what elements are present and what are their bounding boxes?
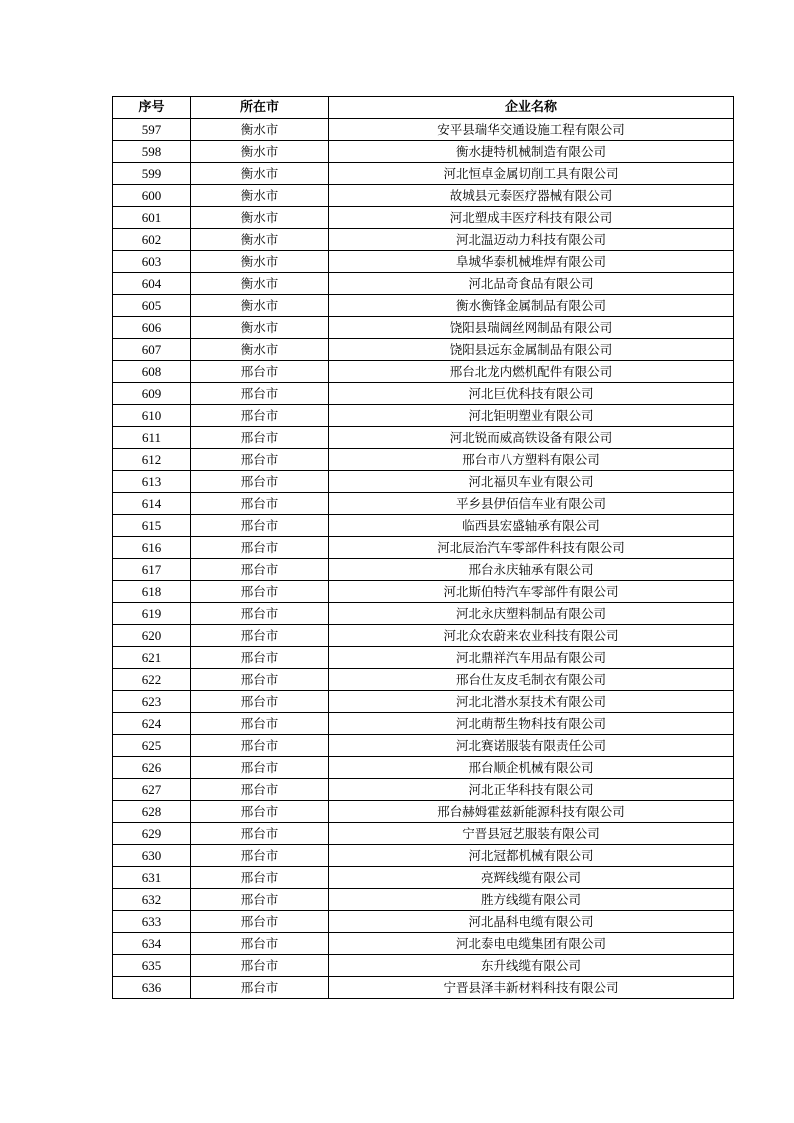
serial-number-cell: 634 <box>113 933 191 955</box>
table-row <box>113 361 734 383</box>
table-row <box>113 779 734 801</box>
company-name-cell: 河北斯伯特汽车零部件有限公司 <box>329 581 734 603</box>
serial-number-cell: 607 <box>113 339 191 361</box>
table-row <box>113 185 734 207</box>
table-row <box>113 955 734 977</box>
table-row <box>113 867 734 889</box>
company-name-cell: 河北萌帮生物科技有限公司 <box>329 713 734 735</box>
serial-number-cell: 614 <box>113 493 191 515</box>
header-serial-number: 序号 <box>113 97 191 119</box>
serial-number-cell: 605 <box>113 295 191 317</box>
serial-number-cell: 628 <box>113 801 191 823</box>
city-cell: 邢台市 <box>191 581 329 603</box>
table-row <box>113 603 734 625</box>
serial-number-cell: 635 <box>113 955 191 977</box>
serial-number-cell: 612 <box>113 449 191 471</box>
serial-number-cell: 600 <box>113 185 191 207</box>
city-cell: 邢台市 <box>191 603 329 625</box>
city-cell: 衡水市 <box>191 229 329 251</box>
table-header <box>113 97 734 119</box>
serial-number-cell: 626 <box>113 757 191 779</box>
city-cell: 衡水市 <box>191 339 329 361</box>
company-name-cell: 河北正华科技有限公司 <box>329 779 734 801</box>
company-name-cell: 衡水捷特机械制造有限公司 <box>329 141 734 163</box>
table-row <box>113 471 734 493</box>
city-cell: 邢台市 <box>191 823 329 845</box>
serial-number-cell: 599 <box>113 163 191 185</box>
table-row <box>113 537 734 559</box>
city-cell: 邢台市 <box>191 405 329 427</box>
company-name-cell: 饶阳县瑞阔丝网制品有限公司 <box>329 317 734 339</box>
company-name-cell: 邢台北龙内燃机配件有限公司 <box>329 361 734 383</box>
city-cell: 邢台市 <box>191 801 329 823</box>
table-row <box>113 427 734 449</box>
serial-number-cell: 618 <box>113 581 191 603</box>
table-row <box>113 823 734 845</box>
company-name-cell: 临西县宏盛轴承有限公司 <box>329 515 734 537</box>
serial-number-cell: 604 <box>113 273 191 295</box>
table-row <box>113 647 734 669</box>
serial-number-cell: 619 <box>113 603 191 625</box>
table-row <box>113 339 734 361</box>
table-row <box>113 119 734 141</box>
company-name-cell: 平乡县伊佰信车业有限公司 <box>329 493 734 515</box>
city-cell: 衡水市 <box>191 163 329 185</box>
city-cell: 邢台市 <box>191 669 329 691</box>
city-cell: 邢台市 <box>191 427 329 449</box>
table-row <box>113 163 734 185</box>
serial-number-cell: 609 <box>113 383 191 405</box>
city-cell: 邢台市 <box>191 471 329 493</box>
company-name-cell: 河北鼎祥汽车用品有限公司 <box>329 647 734 669</box>
serial-number-cell: 617 <box>113 559 191 581</box>
city-cell: 邢台市 <box>191 735 329 757</box>
city-cell: 邢台市 <box>191 691 329 713</box>
company-name-cell: 河北恒卓金属切削工具有限公司 <box>329 163 734 185</box>
city-cell: 邢台市 <box>191 713 329 735</box>
company-name-cell: 河北泰电电缆集团有限公司 <box>329 933 734 955</box>
company-name-cell: 河北福贝车业有限公司 <box>329 471 734 493</box>
city-cell: 邢台市 <box>191 537 329 559</box>
table-row <box>113 669 734 691</box>
company-name-cell: 河北永庆塑料制品有限公司 <box>329 603 734 625</box>
table-row <box>113 691 734 713</box>
company-name-cell: 河北众农蔚来农业科技有限公司 <box>329 625 734 647</box>
serial-number-cell: 613 <box>113 471 191 493</box>
serial-number-cell: 633 <box>113 911 191 933</box>
city-cell: 邢台市 <box>191 757 329 779</box>
company-name-cell: 胜方线缆有限公司 <box>329 889 734 911</box>
header-company-name: 企业名称 <box>329 97 734 119</box>
table-row <box>113 581 734 603</box>
city-cell: 邢台市 <box>191 933 329 955</box>
serial-number-cell: 629 <box>113 823 191 845</box>
city-cell: 邢台市 <box>191 955 329 977</box>
table-row <box>113 559 734 581</box>
city-cell: 邢台市 <box>191 361 329 383</box>
table-row <box>113 515 734 537</box>
city-cell: 邢台市 <box>191 515 329 537</box>
company-name-cell: 河北锐而威高铁设备有限公司 <box>329 427 734 449</box>
company-name-cell: 邢台仕友皮毛制衣有限公司 <box>329 669 734 691</box>
table-row <box>113 207 734 229</box>
city-cell: 衡水市 <box>191 273 329 295</box>
serial-number-cell: 611 <box>113 427 191 449</box>
document-page <box>112 96 733 999</box>
table-body <box>113 119 734 999</box>
city-cell: 邢台市 <box>191 559 329 581</box>
city-cell: 衡水市 <box>191 207 329 229</box>
table-row <box>113 405 734 427</box>
city-cell: 衡水市 <box>191 119 329 141</box>
company-name-cell: 东升线缆有限公司 <box>329 955 734 977</box>
city-cell: 邢台市 <box>191 625 329 647</box>
company-name-cell: 邢台顺企机械有限公司 <box>329 757 734 779</box>
company-name-cell: 故城县元泰医疗器械有限公司 <box>329 185 734 207</box>
serial-number-cell: 623 <box>113 691 191 713</box>
header-row <box>113 97 734 119</box>
table-row <box>113 801 734 823</box>
table-row <box>113 757 734 779</box>
company-name-cell: 宁晋县冠艺服装有限公司 <box>329 823 734 845</box>
serial-number-cell: 621 <box>113 647 191 669</box>
city-cell: 邢台市 <box>191 647 329 669</box>
table-row <box>113 295 734 317</box>
table-row <box>113 251 734 273</box>
table-row <box>113 141 734 163</box>
company-name-cell: 阜城华泰机械堆焊有限公司 <box>329 251 734 273</box>
company-name-cell: 河北品奇食品有限公司 <box>329 273 734 295</box>
company-name-cell: 宁晋县泽丰新材料科技有限公司 <box>329 977 734 999</box>
city-cell: 衡水市 <box>191 185 329 207</box>
city-cell: 衡水市 <box>191 141 329 163</box>
serial-number-cell: 597 <box>113 119 191 141</box>
serial-number-cell: 603 <box>113 251 191 273</box>
table-row <box>113 625 734 647</box>
serial-number-cell: 624 <box>113 713 191 735</box>
city-cell: 邢台市 <box>191 845 329 867</box>
serial-number-cell: 616 <box>113 537 191 559</box>
serial-number-cell: 622 <box>113 669 191 691</box>
company-name-cell: 河北塑成丰医疗科技有限公司 <box>329 207 734 229</box>
table-row <box>113 383 734 405</box>
serial-number-cell: 636 <box>113 977 191 999</box>
table-row <box>113 735 734 757</box>
company-name-cell: 河北巨优科技有限公司 <box>329 383 734 405</box>
city-cell: 邢台市 <box>191 449 329 471</box>
table-row <box>113 911 734 933</box>
serial-number-cell: 625 <box>113 735 191 757</box>
table-row <box>113 449 734 471</box>
table-row <box>113 317 734 339</box>
company-name-cell: 邢台赫姆霍兹新能源科技有限公司 <box>329 801 734 823</box>
company-name-cell: 亮辉线缆有限公司 <box>329 867 734 889</box>
city-cell: 衡水市 <box>191 295 329 317</box>
serial-number-cell: 606 <box>113 317 191 339</box>
company-name-cell: 河北钜明塑业有限公司 <box>329 405 734 427</box>
city-cell: 邢台市 <box>191 779 329 801</box>
city-cell: 邢台市 <box>191 493 329 515</box>
city-cell: 邢台市 <box>191 911 329 933</box>
company-name-cell: 河北辰治汽车零部件科技有限公司 <box>329 537 734 559</box>
company-name-cell: 安平县瑞华交通设施工程有限公司 <box>329 119 734 141</box>
serial-number-cell: 615 <box>113 515 191 537</box>
city-cell: 邢台市 <box>191 867 329 889</box>
serial-number-cell: 608 <box>113 361 191 383</box>
table-row <box>113 273 734 295</box>
serial-number-cell: 601 <box>113 207 191 229</box>
serial-number-cell: 610 <box>113 405 191 427</box>
table-row <box>113 933 734 955</box>
company-name-cell: 衡水衡锋金属制品有限公司 <box>329 295 734 317</box>
serial-number-cell: 631 <box>113 867 191 889</box>
company-name-cell: 河北冠都机械有限公司 <box>329 845 734 867</box>
company-name-cell: 邢台市八方塑料有限公司 <box>329 449 734 471</box>
company-name-cell: 河北北潜水泵技术有限公司 <box>329 691 734 713</box>
serial-number-cell: 632 <box>113 889 191 911</box>
table-row <box>113 889 734 911</box>
company-name-cell: 邢台永庆轴承有限公司 <box>329 559 734 581</box>
table-row <box>113 845 734 867</box>
table-row <box>113 977 734 999</box>
serial-number-cell: 602 <box>113 229 191 251</box>
company-name-cell: 饶阳县远东金属制品有限公司 <box>329 339 734 361</box>
company-list-table <box>112 96 734 999</box>
company-name-cell: 河北晶科电缆有限公司 <box>329 911 734 933</box>
city-cell: 邢台市 <box>191 889 329 911</box>
city-cell: 衡水市 <box>191 317 329 339</box>
city-cell: 邢台市 <box>191 383 329 405</box>
company-name-cell: 河北温迈动力科技有限公司 <box>329 229 734 251</box>
header-city: 所在市 <box>191 97 329 119</box>
serial-number-cell: 620 <box>113 625 191 647</box>
table-row <box>113 713 734 735</box>
city-cell: 邢台市 <box>191 977 329 999</box>
city-cell: 衡水市 <box>191 251 329 273</box>
serial-number-cell: 598 <box>113 141 191 163</box>
serial-number-cell: 627 <box>113 779 191 801</box>
serial-number-cell: 630 <box>113 845 191 867</box>
table-row <box>113 229 734 251</box>
table-row <box>113 493 734 515</box>
company-name-cell: 河北赛诺服装有限责任公司 <box>329 735 734 757</box>
